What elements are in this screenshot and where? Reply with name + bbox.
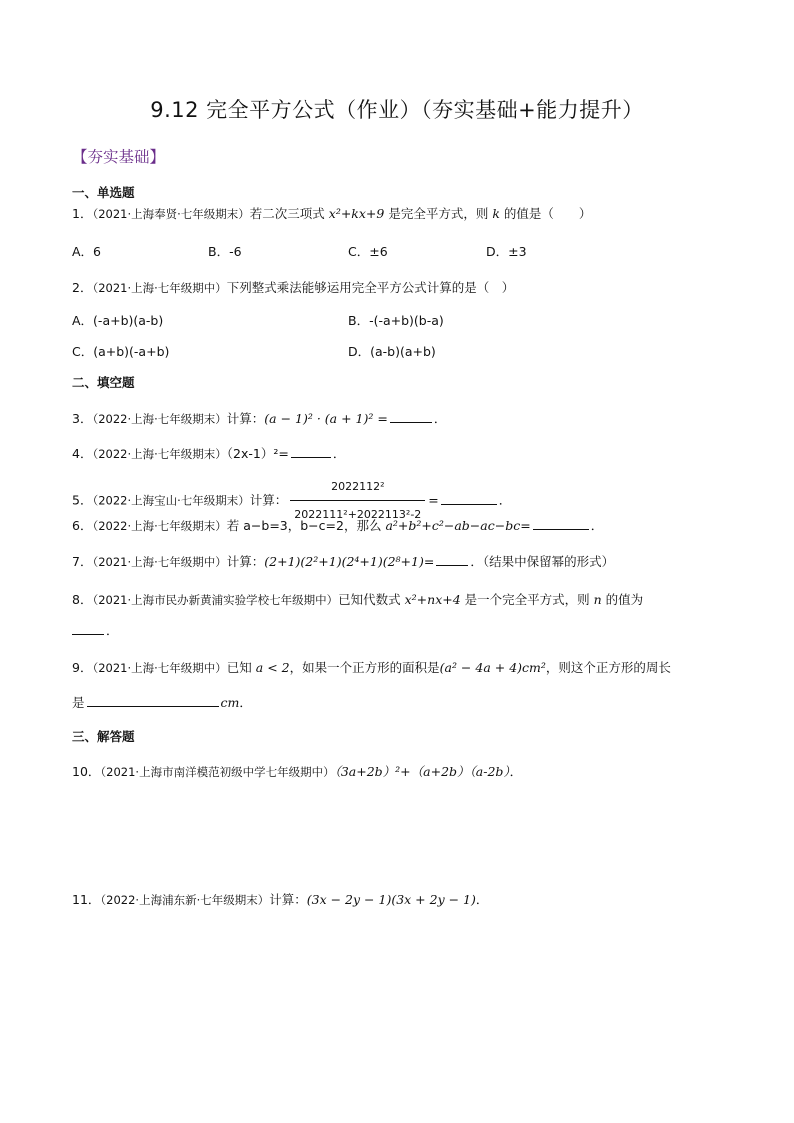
q3-expression: (a − 1)² · (a + 1)² =	[264, 411, 388, 426]
q3-number: 3．	[72, 411, 93, 426]
q2-option-d: D．(a-b)(a+b)	[348, 344, 436, 359]
question-6	[72, 517, 603, 535]
q8-text: 的值为	[601, 592, 644, 607]
q1-text: 的值是（ ）	[499, 206, 592, 221]
q1-variable: k	[492, 206, 500, 221]
q9-unit: cm	[220, 695, 240, 710]
q9-number: 9．	[72, 660, 93, 675]
q9-end: ．	[239, 695, 252, 710]
question-3	[72, 410, 446, 428]
page-title: 9.12 完全平方公式（作业）（夯实基础+能力提升）	[150, 98, 644, 122]
q6-answer-blank[interactable]	[533, 517, 589, 530]
q1-tag: （2021·上海奉贤·七年级期末）	[92, 207, 250, 221]
q2-option-a: A．(-a+b)(a-b)	[72, 313, 164, 328]
q9-text: ，则这个正方形的周长	[545, 660, 671, 675]
q6-end: ．	[590, 518, 604, 533]
q10-expression: （3a+2b）²+（a+2b）（a-2b）	[334, 764, 510, 779]
heading-answer: 三、解答题	[72, 729, 135, 744]
q2-number: 2．	[72, 280, 93, 295]
q3-tag: （2022·上海·七年级期末）	[92, 412, 227, 426]
question-9	[72, 659, 671, 677]
q2-tag: （2021·上海·七年级期中）	[92, 281, 227, 295]
q9-condition: a < 2	[255, 660, 290, 675]
q11-number: 11．	[72, 892, 101, 907]
section-banner: 【夯实基础】	[72, 148, 166, 166]
question-4	[72, 445, 345, 463]
q10-number: 10．	[72, 764, 101, 779]
q9-area-expression: (a² − 4a + 4)cm²	[439, 660, 546, 675]
q5-denominator: 2022111²+2022113²-2	[290, 500, 425, 528]
q5-answer-blank[interactable]	[441, 492, 497, 505]
q1-text: 若二次三项式	[249, 206, 329, 221]
q10-tag: （2021·上海市南洋模范初级中学七年级期中）	[100, 765, 335, 779]
q6-number: 6．	[72, 518, 93, 533]
question-11	[72, 891, 488, 909]
q4-end: ．	[332, 446, 346, 461]
q8-end: ．	[106, 623, 119, 638]
q8-text: 已知代数式	[338, 592, 405, 607]
question-10	[72, 763, 522, 781]
heading-single-choice: 一、单选题	[72, 185, 135, 200]
question-7	[72, 553, 614, 571]
q1-option-d: D．±3	[486, 244, 527, 259]
q2-option-b: B．-(-a+b)(b-a)	[348, 313, 444, 328]
q5-equals: =	[428, 492, 439, 508]
heading-fill-blank: 二、填空题	[72, 375, 135, 390]
q9-text: 是	[72, 695, 85, 710]
q11-text: 计算：	[269, 892, 307, 907]
q7-number: 7．	[72, 554, 93, 569]
q8-number: 8．	[72, 592, 93, 607]
question-8-line2	[72, 622, 119, 640]
question-2	[72, 279, 514, 297]
q2-option-c: C．(a+b)(-a+b)	[72, 344, 170, 359]
q6-tag: （2022·上海·七年级期末）	[92, 519, 227, 533]
q1-option-c: C．±6	[348, 244, 388, 259]
q1-option-b: B．-6	[208, 244, 242, 259]
q6-text: 若 a−b=3，b−c=2，那么	[226, 518, 386, 533]
q5-tag: （2022·上海宝山·七年级期末）	[92, 493, 250, 508]
q8-answer-blank[interactable]	[72, 622, 104, 635]
question-1	[72, 205, 591, 223]
q4-answer-blank[interactable]	[291, 445, 331, 458]
q5-number: 5．	[72, 492, 93, 508]
q11-end: ．	[475, 892, 489, 907]
q9-answer-blank[interactable]	[87, 694, 219, 707]
q2-text: 下列整式乘法能够运用完全平方公式计算的是（ ）	[226, 280, 515, 295]
q6-expression: a²+b²+c²−ab−ac−bc=	[385, 518, 531, 533]
q11-tag: （2022·上海浦东新·七年级期末）	[100, 893, 270, 907]
q7-end: ．（结果中保留幂的形式）	[470, 554, 615, 569]
q4-number: 4．	[72, 446, 93, 461]
q5-text: 计算：	[249, 492, 288, 508]
q8-tag: （2021·上海市民办新黄浦实验学校七年级期中）	[92, 593, 339, 607]
q7-expression: (2+1)(2²+1)(2⁴+1)(2⁸+1)=	[264, 554, 435, 569]
q4-expression: （2x-1）²=	[226, 446, 289, 461]
q1-option-a: A．6	[72, 244, 102, 259]
q3-text: 计算：	[226, 411, 265, 426]
q7-answer-blank[interactable]	[436, 553, 468, 566]
q10-end: ．	[509, 764, 523, 779]
question-8	[72, 591, 643, 609]
q5-numerator: 2022112²	[331, 480, 385, 493]
q8-variable: n	[593, 592, 602, 607]
q3-end: ．	[433, 411, 447, 426]
q1-number: 1．	[72, 206, 93, 221]
q3-answer-blank[interactable]	[390, 410, 432, 423]
q1-text: 是完全平方式，则	[384, 206, 493, 221]
q1-expression: x²+kx+9	[328, 206, 385, 221]
q5-end: ．	[498, 492, 512, 508]
question-9-line2	[72, 694, 252, 712]
q8-expression: x²+nx+4	[404, 592, 461, 607]
q11-expression: (3x − 2y − 1)(3x + 2y − 1)	[306, 892, 476, 907]
q7-tag: （2021·上海·七年级期中）	[92, 555, 227, 569]
q8-text: 是一个完全平方式，则	[460, 592, 594, 607]
q7-text: 计算：	[226, 554, 265, 569]
q9-tag: （2021·上海·七年级期中）	[92, 661, 227, 675]
q9-text: ，如果一个正方形的面积是	[289, 660, 440, 675]
q9-text: 已知	[226, 660, 256, 675]
q4-tag: （2022·上海·七年级期末）	[92, 447, 227, 461]
